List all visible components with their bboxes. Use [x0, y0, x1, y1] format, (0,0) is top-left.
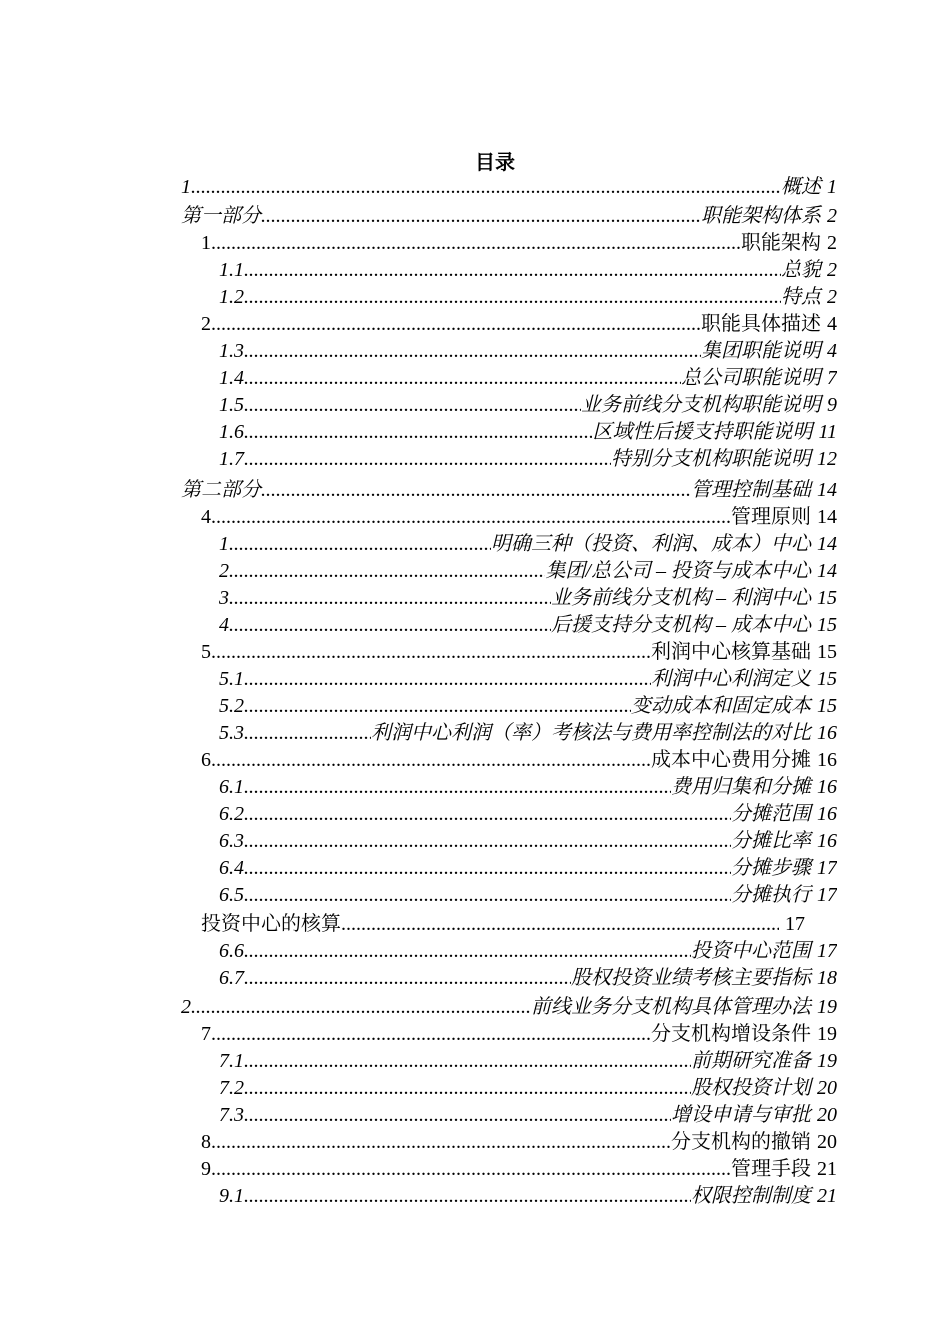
- toc-dot-leader: [211, 504, 731, 531]
- toc-dot-leader: [211, 230, 741, 257]
- toc-dot-leader: [211, 747, 651, 774]
- toc-dot-leader: [244, 365, 681, 392]
- toc-entry[interactable]: [219, 365, 837, 392]
- toc-dot-leader: [244, 720, 371, 747]
- toc-page-number: 15: [817, 641, 837, 663]
- toc-dot-leader: [229, 531, 491, 558]
- toc-entry[interactable]: [201, 504, 837, 531]
- toc-entry[interactable]: [201, 1129, 837, 1156]
- toc-entry-text: 利润中心核算基础: [651, 641, 811, 663]
- toc-entry[interactable]: [181, 203, 837, 230]
- toc-page-number: 16: [817, 722, 837, 744]
- toc-entry-text: 费用归集和分摊: [671, 776, 811, 798]
- toc-entry-number: 7.1: [219, 1050, 244, 1072]
- toc-entry-text: 总貌: [781, 259, 821, 281]
- toc-entry-number: 3: [219, 587, 229, 609]
- toc-entry-number: 投资中心的核算: [201, 913, 341, 935]
- toc-page-number: 14: [817, 533, 837, 555]
- toc-entry[interactable]: [219, 1102, 837, 1129]
- toc-dot-leader: [211, 639, 651, 666]
- toc-entry-number: 6: [201, 749, 211, 771]
- toc-entry-text: 业务前线分支机构职能说明: [581, 394, 821, 416]
- toc-entry-number: 6.4: [219, 857, 244, 879]
- toc-entry[interactable]: [219, 855, 837, 882]
- toc-page-number: 4: [827, 313, 837, 335]
- toc-dot-leader: [341, 911, 779, 938]
- toc-entry-number: 第一部分: [181, 205, 261, 227]
- toc-entry-number: 1: [201, 232, 211, 254]
- toc-page-number: 21: [817, 1185, 837, 1207]
- toc-page-number: 16: [817, 749, 837, 771]
- toc-page-number: 9: [827, 394, 837, 416]
- toc-entry-number: 1: [219, 533, 229, 555]
- toc-entry[interactable]: [219, 666, 837, 693]
- toc-dot-leader: [261, 477, 691, 504]
- toc-entry[interactable]: [219, 558, 837, 585]
- toc-dot-leader: [244, 965, 571, 992]
- toc-page-number: 17: [817, 884, 837, 906]
- toc-entry[interactable]: [219, 338, 837, 365]
- toc-entry-text: 分摊比率: [731, 830, 811, 852]
- toc-entry[interactable]: [219, 1075, 837, 1102]
- toc-entry-text: 分摊步骤: [731, 857, 811, 879]
- toc-page-number: 16: [817, 803, 837, 825]
- toc-page-number: 4: [827, 340, 837, 362]
- toc-entry-number: 4: [201, 506, 211, 528]
- toc-entry[interactable]: [219, 1183, 837, 1210]
- toc-dot-leader: [211, 311, 701, 338]
- toc-entry-number: 6.1: [219, 776, 244, 798]
- toc-page-number: 14: [817, 560, 837, 582]
- toc-entry[interactable]: [201, 1021, 837, 1048]
- toc-entry-text: 分摊执行: [731, 884, 811, 906]
- toc-entry[interactable]: [219, 774, 837, 801]
- toc-page-number: 20: [817, 1104, 837, 1126]
- toc-page-number: 7: [827, 367, 837, 389]
- toc-dot-leader: [244, 801, 731, 828]
- toc-entry-number: 6.7: [219, 967, 244, 989]
- toc-entry-text: 利润中心利润（率）考核法与费用率控制法的对比: [371, 722, 811, 744]
- toc-entry-text: 职能具体描述: [701, 313, 821, 335]
- toc-entry-text: 特别分支机构职能说明: [611, 448, 811, 470]
- toc-entry[interactable]: [219, 801, 837, 828]
- toc-dot-leader: [244, 774, 671, 801]
- toc-page-number: 12: [817, 448, 837, 470]
- toc-page-number: 17: [785, 913, 805, 935]
- toc-dot-leader: [211, 1021, 651, 1048]
- toc-dot-leader: [244, 855, 731, 882]
- toc-entry-text: 前线业务分支机构具体管理办法: [531, 996, 811, 1018]
- toc-entry[interactable]: [219, 392, 837, 419]
- toc-page-number: 2: [827, 232, 837, 254]
- toc-entry-number: 6.5: [219, 884, 244, 906]
- toc-entry-text: 股权投资业绩考核主要指标: [571, 967, 811, 989]
- toc-entry-number: 1.5: [219, 394, 244, 416]
- toc-page-number: 21: [817, 1158, 837, 1180]
- toc-entry[interactable]: [219, 882, 837, 909]
- toc-dot-leader: [191, 994, 531, 1021]
- toc-entry-number: 5.3: [219, 722, 244, 744]
- toc-dot-leader: [244, 693, 631, 720]
- toc-entry-number: 6.2: [219, 803, 244, 825]
- toc-page-number: 2: [827, 205, 837, 227]
- toc-page-number: 18: [817, 967, 837, 989]
- toc-entry[interactable]: [201, 747, 837, 774]
- toc-entry[interactable]: [201, 230, 837, 257]
- toc-entry[interactable]: [219, 938, 837, 965]
- toc-entry-text: 明确三种（投资、利润、成本）中心: [491, 533, 811, 555]
- toc-entry-text: 增设申请与审批: [671, 1104, 811, 1126]
- toc-page-number: 15: [817, 587, 837, 609]
- toc-entry[interactable]: [219, 693, 837, 720]
- toc-entry[interactable]: [181, 477, 837, 504]
- toc-entry-number: 1.6: [219, 421, 244, 443]
- toc-entry-number: 6.6: [219, 940, 244, 962]
- toc-entry[interactable]: [181, 174, 837, 201]
- toc-entry-text: 前期研究准备: [691, 1050, 811, 1072]
- toc-entry[interactable]: [219, 446, 837, 473]
- toc-dot-leader: [244, 1102, 671, 1129]
- toc-page-number: 1: [827, 176, 837, 198]
- toc-entry-text: 管理手段: [731, 1158, 811, 1180]
- toc-page-number: 2: [827, 286, 837, 308]
- toc-entry[interactable]: [219, 531, 837, 558]
- toc-entry-text: 后援支持分支机构 – 成本中心: [551, 614, 811, 636]
- toc-dot-leader: [229, 612, 551, 639]
- toc-entry-number: 7.2: [219, 1077, 244, 1099]
- toc-entry-number: 1.1: [219, 259, 244, 281]
- toc-page-number: 19: [817, 1023, 837, 1045]
- toc-title: 目录: [475, 152, 515, 174]
- toc-entry-number: 2: [219, 560, 229, 582]
- toc-entry-text: 职能架构: [741, 232, 821, 254]
- toc-entry-text: 管理原则: [731, 506, 811, 528]
- toc-entry[interactable]: [201, 911, 805, 938]
- toc-entry-text: 职能架构体系: [701, 205, 821, 227]
- toc-entry[interactable]: [219, 965, 837, 992]
- toc-entry[interactable]: [219, 284, 837, 311]
- toc-entry-text: 业务前线分支机构 – 利润中心: [551, 587, 811, 609]
- toc-dot-leader: [229, 558, 545, 585]
- toc-entry-number: 第二部分: [181, 479, 261, 501]
- toc-page-number: 2: [827, 259, 837, 281]
- toc-entry[interactable]: [219, 257, 837, 284]
- toc-entry-number: 1.4: [219, 367, 244, 389]
- toc-entry-text: 管理控制基础: [691, 479, 811, 501]
- toc-entry-number: 9.1: [219, 1185, 244, 1207]
- toc-page-number: 17: [817, 857, 837, 879]
- toc-entry-text: 分摊范围: [731, 803, 811, 825]
- toc-entry-text: 总公司职能说明: [681, 367, 821, 389]
- toc-entry[interactable]: [219, 419, 837, 446]
- toc-entry-text: 权限控制制度: [691, 1185, 811, 1207]
- toc-entry[interactable]: [219, 612, 837, 639]
- toc-entry-number: 5.1: [219, 668, 244, 690]
- toc-dot-leader: [244, 666, 651, 693]
- toc-entry-number: 1.2: [219, 286, 244, 308]
- toc-page-number: 11: [818, 421, 837, 443]
- toc-entry-text: 利润中心利润定义: [651, 668, 811, 690]
- toc-entry-number: 1.7: [219, 448, 244, 470]
- toc-entry-number: 4: [219, 614, 229, 636]
- toc-entry-number: 1: [181, 176, 191, 198]
- toc-page-number: 16: [817, 830, 837, 852]
- toc-dot-leader: [244, 938, 691, 965]
- toc-entry-number: 7: [201, 1023, 211, 1045]
- toc-dot-leader: [244, 1075, 691, 1102]
- toc-entry-text: 分支机构增设条件: [651, 1023, 811, 1045]
- toc-dot-leader: [244, 419, 592, 446]
- toc-page-number: 14: [817, 479, 837, 501]
- toc-page-number: 19: [817, 996, 837, 1018]
- toc-entry-number: 2: [181, 996, 191, 1018]
- toc-dot-leader: [244, 284, 781, 311]
- toc-dot-leader: [244, 1048, 691, 1075]
- toc-page-number: 15: [817, 614, 837, 636]
- toc-entry[interactable]: [201, 311, 837, 338]
- toc-entry[interactable]: [219, 585, 837, 612]
- toc-entry-number: 8: [201, 1131, 211, 1153]
- toc-page-number: 14: [817, 506, 837, 528]
- toc-entry-number: 9: [201, 1158, 211, 1180]
- toc-dot-leader: [211, 1156, 731, 1183]
- toc-entry[interactable]: [201, 639, 837, 666]
- toc-page-number: 20: [817, 1131, 837, 1153]
- toc-entry-text: 分支机构的撤销: [671, 1131, 811, 1153]
- toc-page-number: 20: [817, 1077, 837, 1099]
- toc-entry-text: 成本中心费用分摊: [651, 749, 811, 771]
- toc-entry-number: 5: [201, 641, 211, 663]
- toc-entry-text: 特点: [781, 286, 821, 308]
- toc-entry-text: 投资中心范围: [691, 940, 811, 962]
- toc-entry[interactable]: [219, 1048, 837, 1075]
- toc-entry[interactable]: [201, 1156, 837, 1183]
- toc-page-number: 15: [817, 695, 837, 717]
- toc-page-number: 15: [817, 668, 837, 690]
- toc-dot-leader: [244, 1183, 691, 1210]
- toc-entry-number: 7.3: [219, 1104, 244, 1126]
- toc-dot-leader: [261, 203, 701, 230]
- toc-entry-number: 1.3: [219, 340, 244, 362]
- toc-entry-number: 2: [201, 313, 211, 335]
- toc-page-number: 17: [817, 940, 837, 962]
- toc-dot-leader: [244, 257, 781, 284]
- toc-entry-text: 股权投资计划: [691, 1077, 811, 1099]
- toc-dot-leader: [191, 174, 781, 201]
- toc-dot-leader: [244, 828, 731, 855]
- toc-entry-text: 集团职能说明: [701, 340, 821, 362]
- toc-dot-leader: [211, 1129, 671, 1156]
- toc-entry[interactable]: [181, 994, 837, 1021]
- toc-dot-leader: [244, 882, 731, 909]
- toc-entry-text: 集团/总公司 – 投资与成本中心: [545, 560, 811, 582]
- toc-entry[interactable]: [219, 828, 837, 855]
- toc-entry-text: 变动成本和固定成本: [631, 695, 811, 717]
- toc-entry-text: 概述: [781, 176, 821, 198]
- toc-dot-leader: [229, 585, 551, 612]
- toc-entry-text: 区域性后援支持职能说明: [592, 421, 813, 443]
- toc-dot-leader: [244, 338, 701, 365]
- toc-entry-number: 6.3: [219, 830, 244, 852]
- toc-entry-number: 5.2: [219, 695, 244, 717]
- toc-dot-leader: [244, 446, 611, 473]
- toc-entry[interactable]: [219, 720, 837, 747]
- toc-page-number: 19: [817, 1050, 837, 1072]
- toc-page-number: 16: [817, 776, 837, 798]
- toc-dot-leader: [244, 392, 581, 419]
